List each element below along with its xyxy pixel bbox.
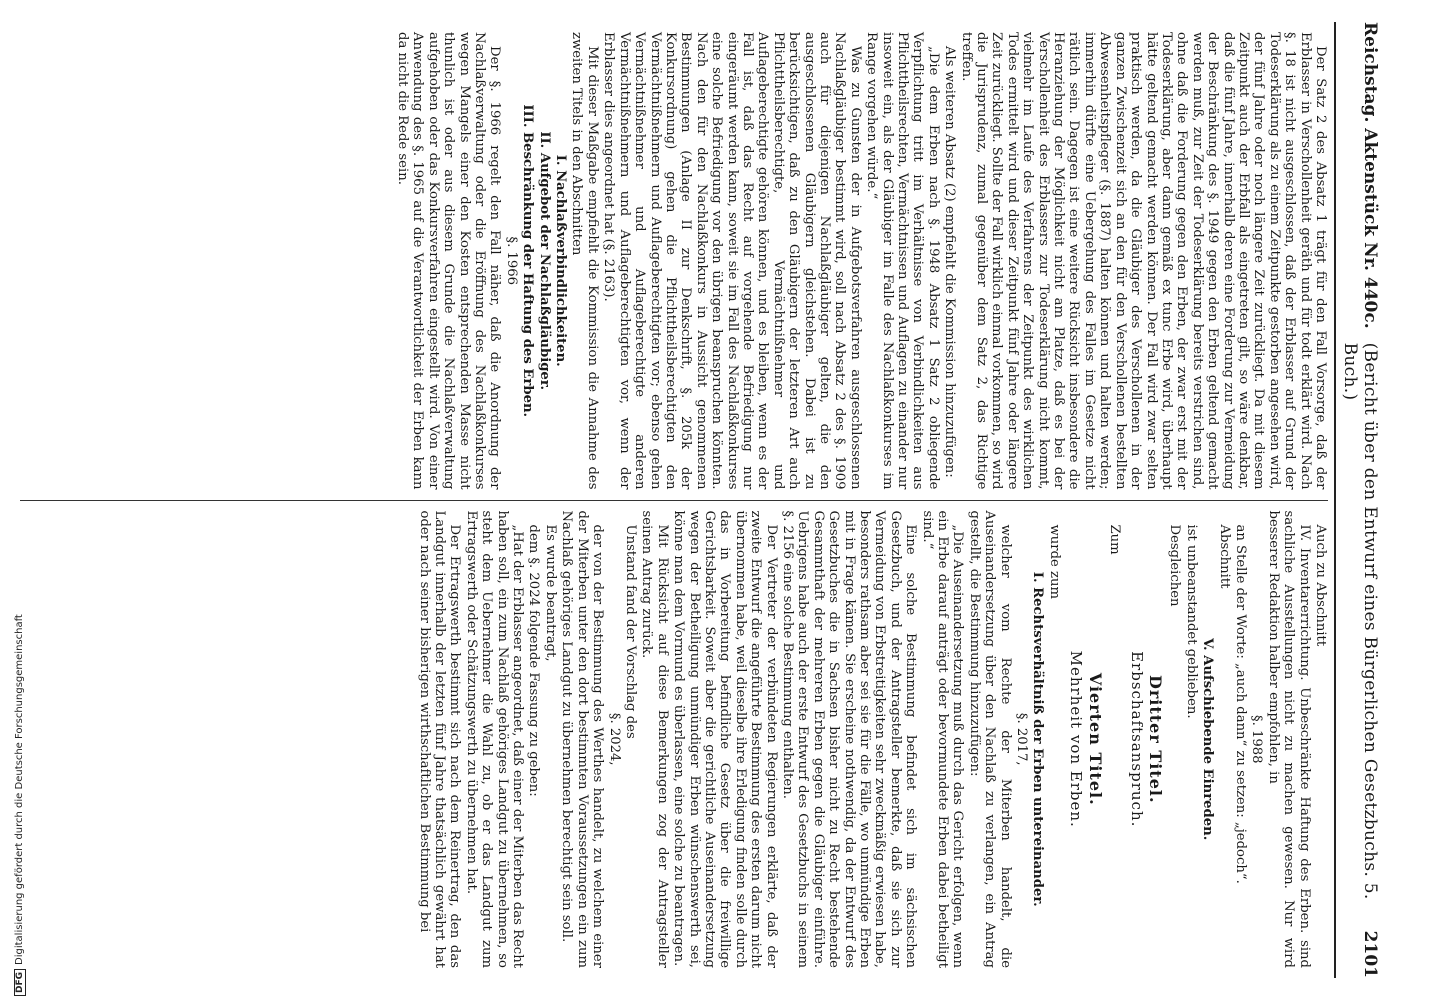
paragraph: Eine solche Bestimmung befindet sich im sächsischen Gesetzbuch, und der Antragsteller bemerkte, daß sie sich zur Vermeidung von Erbstreitigkeiten sehr zweckmäßig erwiesen habe, besonders rathsam aber sei sie für die Fälle, wo unmündige Erben mit in Frage kämen. Sie erscheine nothwendig, da der Entwurf des Gesetzbuches die in Sachsen bisher nicht zu Recht bestehende Gesammthaft der mehreren Erben gegen die Gläubiger einführe. Uebrigens habe auch der erste Entwurf des Gesetzbuchs in seinem §. 2156 eine solche Bestimmung enthalten. bbox=[780, 510, 919, 968]
column-left bbox=[12, 22, 1328, 500]
paragraph: IV. Inventarerrichtung. Unbeschränkte Haftung des Erben. sind sachliche Ausstellungen nicht zu machen gewesen. Nur wird besserer Redaktion halber empfohlen, in bbox=[1265, 510, 1312, 968]
column-right bbox=[12, 501, 1328, 979]
paragraph: welcher vom Rechte der Miterben handelt, die Auseinandersetzung über den Nachlaß zu verlangen, ein Antrag gestellt, die Bestimmung hinzuzufügen: bbox=[966, 510, 1013, 968]
title-subheading: Erbschaftsanspruch. bbox=[1127, 651, 1146, 828]
quoted-provision: „Die dem Erben nach §. 1948 Absatz 1 Satz 2 obliegende Verpflichtung tritt im Verhältnisse von Verbindlichkeiten aus Pflichttheilsrechten, Vermächtnissen und Auflagen zu einander nur insoweit ein, als der Gläubiger im Falle des Nachlaßkonkurses im Range vorgehen würde.“ bbox=[864, 32, 941, 490]
paragraph: Zum bbox=[1107, 524, 1123, 555]
paragraph-number: §. 1988 bbox=[1249, 714, 1265, 764]
dfg-logo-icon: DFG bbox=[14, 969, 26, 996]
section-heading: II. Aufgebot der Nachlaßgläubiger. bbox=[536, 131, 552, 391]
section-heading: I. Rechtsverhältniß der Erben untereinander. bbox=[1030, 571, 1046, 907]
paragraph: Desgleichen bbox=[1167, 524, 1183, 607]
header-title: (Bericht über den Entwurf eines Bürgerlichen Gesetzbuchs. 5. Buch.) bbox=[1340, 342, 1380, 900]
paragraph: ist unbeanstandet geblieben. bbox=[1183, 524, 1199, 719]
paragraph: Unstand fand der Vorschlag des bbox=[622, 524, 638, 739]
paragraph: dem §. 2024 folgende Fassung zu geben: bbox=[526, 524, 542, 797]
paragraph: Mit Rücksicht auf diese Bemerkungen zog der Antragsteller seinen Antrag zurück. bbox=[639, 510, 670, 968]
paragraph: wurde zum bbox=[1046, 524, 1062, 599]
title-heading: Vierten Titel. bbox=[1085, 672, 1105, 806]
paragraph-number: §. 2017, bbox=[1014, 712, 1030, 766]
quoted-provision: „Hat der Erblasser angeordnet, daß einer der Miterben das Recht haben soll, ein zum Nachlaß gehöriges Landgut zu übernehmen, so steht dem Uebernehmer die Wahl zu, ob er das Landgut zum Ertragswerth oder Schätzungswerth zu übernehmen hat. bbox=[463, 510, 526, 968]
footer-credit bbox=[14, 614, 26, 996]
paragraph: Was zu Gunsten der in Aufgebotsverfahren ausgeschlossenen Nachlaßgläubiger bestimmt wird, soll nach Absatz 2 des §. 1909 auch für diejenigen Nachlaßgläubiger gelten, die den ausgeschlossenen Gläubigern gleichstehen. Dabei ist zu berücksichtigen, daß zu den Gläubigern der letzteren Art auch Pflichttheilsberechtigte, Vermächtnißnehmer und Auflageberechtigte gehören können, und es bleiben, wenn es der Fall ist, daß das Recht auf vorgehende Befriedigung nur eingeräumt werden kann, soweit sie im Fall des Nachlaßkonkurses eine solche Befriedigung vor den übrigen beanspruchen könnten. Nach den für den Nachlaßkonkurs in Aussicht genommenen Bestimmungen (Anlage II zur Denkschrift, §. 205k der Konkursordnung) gehen die Pflichttheilsberechtigten den Vermächtnißnehmern und Auflageberechtigten vor; ebenso gehen Vermächtnißnehmer und Auflageberechtigte anderen Vermächtnißnehmern und Auflageberechtigten vor, wenn der Erblasser dies angeordnet hat (§. 2163). bbox=[601, 32, 863, 490]
paragraph: Es wurde beantragt, bbox=[542, 524, 558, 662]
paragraph: der von der Bestimmung des Werthes handelt, zu welchem einer der Miterben unter den dort bestimmten Voraussetzungen ein zum Nachlaß gehöriges Landgut zu übernehmen berechtigt sein soll. bbox=[559, 510, 606, 968]
title-heading: Dritter Titel. bbox=[1145, 674, 1165, 804]
title-subheading: Mehrheit von Erben. bbox=[1067, 650, 1086, 828]
paragraph: an Stelle der Worte: „auch dann“ zu setzen: „jedoch“. bbox=[1232, 524, 1248, 884]
paragraph: Auch zu Abschnitt bbox=[1313, 524, 1328, 647]
page-number: 2101 bbox=[1360, 930, 1380, 978]
paragraph-number: §. 2024, bbox=[606, 712, 622, 766]
section-heading: I. Nachlaßverbindlichkeiten. bbox=[553, 154, 569, 367]
quoted-provision: „Die Auseinandersetzung muß durch das Gericht erfolgen, wenn ein Erbe darauf anträgt oder bevormundete Erben dabei betheiligt sind.“ bbox=[919, 510, 966, 968]
footer-credit-text: Digitalisierung gefördert durch die Deutsche Forschungsgemeinschaft bbox=[14, 614, 25, 965]
text-columns bbox=[12, 22, 1328, 978]
paragraph: Der Ertragswerth bestimmt sich nach dem Reinertrag, den das Landgut innerhalb der letzten fünf Jahre thatsächlich gewährt hat oder nach seiner bisherigen wirthschaftlichen Bestimmung bei bbox=[416, 510, 463, 968]
paragraph: Der Vertreter der verbündeten Regierungen erklärte, daß der zweite Entwurf die angeführte Bestimmung des ersten darum nicht übernommen habe, weil dieselbe ihre Erledigung finden solle durch das in Vorbereitung befindliche Gesetz über die freiwillige Gerichtsbarkeit. Soweit aber die gerichtliche Auseinandersetzung wegen der Betheiligung unmündiger Erben wünschenswerth sei, könne man dem Vormund es überlassen, eine solche zu beantragen. bbox=[671, 510, 779, 968]
paragraph: Der §. 1966 regelt den Fall näher, daß die Anordnung der Nachlaßverwaltung oder die Eröffnung des Nachlaßkonkurses wegen Mangels einer den Kosten entsprechenden Masse nicht thunlich ist oder aus diesem Grunde die Nachlaßverwaltung aufgehoben oder das Konkursverfahren eingestellt wird. Von einer Anwendung des §. 1965 auf die Verantwortlichkeit der Erben kann da nicht die Rede sein. bbox=[395, 32, 503, 490]
paragraph: Mit dieser Maßgabe empfiehlt die Kommission die Annahme des zweiten Titels in den Abschnitten bbox=[569, 32, 600, 490]
paragraph-number: §. 1966 bbox=[503, 236, 519, 286]
footer-strip bbox=[0, 0, 25, 1000]
paragraph: Abschnitt bbox=[1216, 524, 1232, 589]
section-heading: V. Aufschiebende Einreden. bbox=[1200, 638, 1216, 841]
paragraph: Als weiteren Absatz (2) empfiehlt die Kommission hinzuzufügen: bbox=[942, 46, 958, 478]
header-left: Reichstag. Aktenstück Nr. 440c. bbox=[1360, 22, 1380, 329]
page-header bbox=[1334, 22, 1382, 978]
paragraph: Der Satz 2 des Absatz 1 trägt für den Fall Vorsorge, daß der Erblasser in Verschollenheit geräth und für todt erklärt wird. Nach §. 18 ist nicht ausgeschlossen, daß der Erblasser auf Grund der Todeserklärung als zu einem Zeitpunkte gestorben angesehen wird, der fünf Jahre oder noch längere Zeit zurückliegt. Da mit diesem Zeitpunkt auch der Erbfall als eingetreten gilt, so wäre denkbar, daß die fünf Jahre, innerhalb deren eine Forderung zur Vermeidung der Beschränkung des §. 1949 gegen den Erben geltend gemacht werden muß, zur Zeit der Todeserklärung bereits verstrichen sind, ohne daß die Forderung gegen den Erben, der zwar erst mit der Todeserklärung, aber dann gemäß ex tunc Erbe wird, überhaupt hätte geltend gemacht werden können. Der Fall wird zwar selten praktisch werden, da die Gläubiger des Verschollenen in der ganzen Zwischenzeit sich an den für den Verschollenen bestellten Abwesenheitspfleger (§. 1887) halten können und halten werden; immerhin dürfte eine Uebergehung des Falles im Gesetze nicht rätlich sein. Dagegen ist eine weitere Rücksicht insbesondere die Heranziehung der Möglichkeit nicht am Platze, daß es bei der Verschollenheit des Erblassers zur Todeserklärung nicht kommt, vielmehr im Laufe des Verfahrens der Zeitpunkt des wirklichen Todes ermittelt wird und dieser Zeitpunkt fünf Jahre oder längere Zeit zurückliegt. Sollte der Fall wirklich einmal vorkommen, so wird die Jurisprudenz, zumal gegenüber dem Satz 2, das Richtige treffen. bbox=[958, 32, 1328, 490]
section-heading: III. Beschränkung der Haftung des Erben. bbox=[520, 104, 536, 418]
